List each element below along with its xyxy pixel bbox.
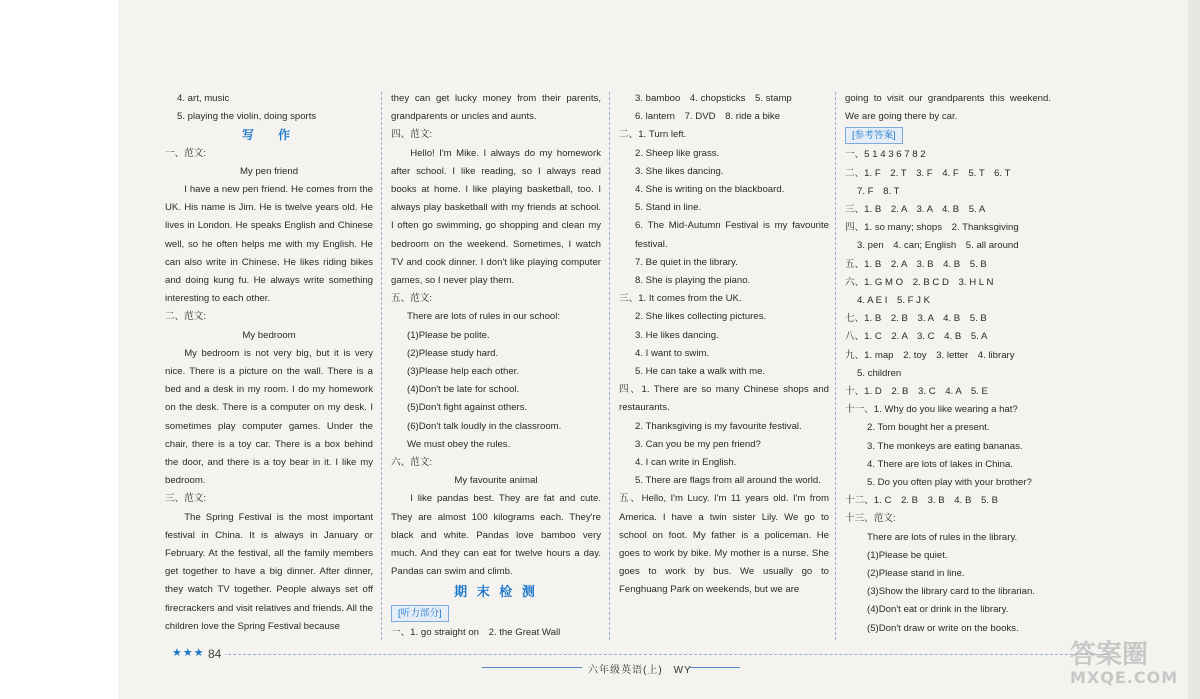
section-label: 四、 — [619, 384, 642, 396]
answer-line: 4. art, music — [177, 93, 230, 104]
watermark-logo: 答案圈 — [1070, 640, 1149, 670]
answer-line: 3. pen 4. can; English 5. all around — [857, 240, 1019, 252]
rules-intro: There are lots of rules in our school: — [407, 311, 561, 323]
section-label: 一、范文: — [165, 147, 207, 159]
section-label: 四、范文: — [391, 129, 433, 141]
rule-item: (4)Don't eat or drink in the library. — [867, 604, 1009, 616]
answer-line: 4. She is writing on the blackboard. — [635, 184, 785, 196]
answer-line: 四、1. so many; shops 2. Thanksgiving — [845, 222, 1019, 234]
essay-body: I have a new pen friend. He comes from the UK. His name is Jim. He is twelve years old. He lives in London. He speaks English and Chinese well, so he often helps me with my English. He can also write in Chinese. He likes riding bikes and doing kung fu. He always write something interesting to each other. — [165, 184, 373, 305]
column-divider — [381, 92, 382, 640]
rule-item: (1)Please be polite. — [407, 329, 490, 341]
answer-line: 3. He likes dancing. — [635, 329, 719, 341]
column-divider — [609, 92, 610, 640]
answer-line: 3. bamboo 4. chopsticks 5. stamp — [635, 93, 792, 104]
footer-rule-left — [482, 667, 582, 668]
answer-line: 4. I can write in English. — [635, 457, 737, 469]
answer-paragraph: 五、Hello, I'm Lucy. I'm 11 years old. I'm from America. I have a twin sister Lily. We go to school on foot. My father is a policeman. He goes to work by bike. My mother is a nurse. She goes to work by bus. We usually go to Fenghuang Park on weekends, but we are — [619, 493, 829, 596]
answer-line: 五、1. B 2. A 3. B 4. B 5. B — [845, 258, 987, 270]
answer-line: 5. There are flags from all around the world. — [635, 475, 821, 487]
column-3 — [619, 90, 829, 600]
rule-item: (5)Don't draw or write on the books. — [867, 622, 1019, 634]
answer-line: 六、1. G M O 2. B C D 3. H L N — [845, 276, 994, 288]
section-label: 三、 — [619, 293, 639, 305]
answer-line: 5. He can take a walk with me. — [635, 366, 766, 378]
answer-line: 八、1. C 2. A 3. C 4. B 5. A — [845, 331, 988, 343]
answer-line: 十、1. D 2. B 3. C 4. A 5. E — [845, 386, 988, 398]
rules-intro: There are lots of rules in the library. — [867, 531, 1018, 543]
answer-line: 3. She likes dancing. — [635, 165, 724, 177]
answer-line: 2. Sheep like grass. — [635, 147, 720, 159]
rule-item: (4)Don't be late for school. — [407, 384, 520, 396]
rule-item: (6)Don't talk loudly in the classroom. — [407, 420, 562, 432]
answer-line: 二、1. Turn left. — [619, 129, 687, 141]
answer-line: 7. F 8. T — [857, 185, 900, 197]
section-label: 十一、 — [845, 404, 874, 416]
essay-body: they can get lucky money from their parents, grandparents or uncles and aunts. — [391, 93, 601, 123]
essay-body: The Spring Festival is the most important festival in China. It is always in January or February. At the festival, all the family members get together to have a big dinner. After dinner, they watch TV together. People always set off firecrackers and visit relatives and friends. All the children love the Spring Festival because — [165, 511, 373, 632]
answer-line: 三、1. It comes from the UK. — [619, 293, 742, 305]
essay-body: My bedroom is not very big, but it is very nice. There is a picture on the wall. There is a bed and a desk in my room. I do my homework on the desk. There is a computer on my desk. I sometimes play computer games. Under the chair, there is a toy car. There is a box behind the door, and there is a toy bear in it. I like my bedroom. — [165, 347, 373, 487]
answer-line: 5. Do you often play with your brother? — [867, 477, 1032, 489]
answer-line: 2. Thanksgiving is my favourite festival. — [635, 420, 802, 432]
answer-line: 4. I want to swim. — [635, 347, 710, 359]
essay-body: Hello! I'm Mike. I always do my homework after school. I like reading, so I always read books at home. I like playing basketball, too. I always play basketball with my friends at school. I often go swimming, go shopping and clean my bedroom on the weekend. Sometimes, I watch TV and cook dinner. I don't like playing computer games, so I never play them. — [391, 147, 601, 287]
rule-item: (2)Please stand in line. — [867, 568, 965, 580]
rule-item: (1)Please be quiet. — [867, 549, 948, 561]
footer-rule-right — [690, 667, 740, 668]
section-label: 五、范文: — [391, 293, 433, 305]
writing-heading: 写 作 — [241, 128, 296, 143]
watermark — [1070, 634, 1188, 694]
answer-line: 十一、1. Why do you like wearing a hat? — [845, 404, 1018, 416]
answer-line: 5. playing the violin, doing sports — [177, 111, 317, 123]
answer-line: 四、1. There are so many Chinese shops and restaurants. — [619, 384, 829, 414]
answer-line: 十二、1. C 2. B 3. B 4. B 5. B — [845, 495, 999, 507]
section-label: 六、范文: — [391, 457, 433, 469]
answer-line: 7. Be quiet in the library. — [635, 256, 738, 268]
column-1 — [165, 90, 373, 636]
answer-line: 4. There are lots of lakes in China. — [867, 458, 1013, 470]
rule-item: (5)Don't fight against others. — [407, 402, 528, 414]
answer-line: 8. She is playing the piano. — [635, 275, 751, 287]
essay-title: My pen friend — [239, 165, 299, 177]
answer-line: 2. She likes collecting pictures. — [635, 311, 767, 323]
answer-line: 4. A E I 5. F J K — [857, 295, 931, 307]
reference-answer-tag: [参考答案] — [845, 127, 903, 144]
answer-line: 七、1. B 2. B 3. A 4. B 5. B — [845, 313, 987, 325]
answer-line: 二、1. F 2. T 3. F 4. F 5. T 6. T — [845, 167, 1011, 179]
answer-line: 6. The Mid-Autumn Festival is my favourite festival. — [635, 220, 829, 250]
section-label: 三、范文: — [165, 493, 207, 505]
essay-body: I like pandas best. They are fat and cute. They are almost 100 kilograms each. They're black and white. Pandas love bamboo very much. And they can eat for twelve hours a day. Pandas can swim and climb. — [391, 493, 601, 578]
rules-end: We must obey the rules. — [407, 438, 511, 450]
answer-line: 3. The monkeys are eating bananas. — [867, 440, 1023, 452]
answer-line: 3. Can you be my pen friend? — [635, 438, 761, 450]
footer-divider — [208, 654, 1108, 655]
star-rating-icon: ★★★ — [172, 647, 205, 659]
rule-item: (3)Please help each other. — [407, 366, 520, 378]
rule-item: (3)Show the library card to the librarian. — [867, 586, 1035, 598]
answer-line: 一、1. go straight on 2. the Great Wall — [391, 626, 561, 638]
section-label: 二、范文: — [165, 311, 207, 323]
column-2 — [391, 90, 601, 642]
answer-line: 2. Tom bought her a present. — [867, 422, 990, 434]
answer-line: 一、5 1 4 3 6 7 8 2 — [845, 149, 926, 161]
essay-title: My bedroom — [242, 329, 296, 341]
rule-item: (2)Please study hard. — [407, 347, 499, 359]
answer-line: 6. lantern 7. DVD 8. ride a bike — [635, 111, 781, 123]
answer-paragraph: going to visit our grandparents this weekend. We are going there by car. — [845, 93, 1051, 123]
answer-line: 5. Stand in line. — [635, 202, 702, 214]
final-exam-heading: 期 末 检 测 — [454, 584, 538, 600]
page-number: 84 — [208, 647, 225, 661]
answer-line: 5. children — [857, 367, 902, 379]
essay-title: My favourite animal — [454, 475, 538, 487]
section-label: 十三、范文: — [845, 513, 896, 525]
watermark-url: MXQE.COM — [1070, 668, 1179, 687]
book-title-footer: 六年级英语(上) WY — [588, 665, 692, 676]
column-4 — [845, 90, 1051, 638]
answer-line: 三、1. B 2. A 3. A 4. B 5. A — [845, 204, 986, 216]
listening-tag: [听力部分] — [391, 605, 449, 622]
section-label: 二、 — [619, 129, 639, 141]
answer-line: 九、1. map 2. toy 3. letter 4. library — [845, 349, 1015, 361]
column-divider — [835, 92, 836, 640]
page-edge — [1188, 0, 1200, 699]
